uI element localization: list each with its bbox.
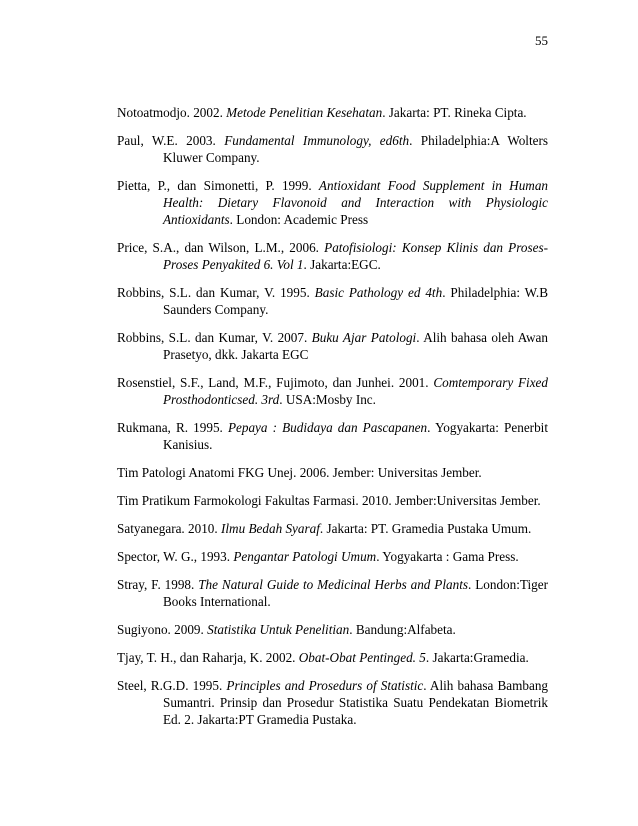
reference-entry [117, 548, 548, 565]
reference-text: Robbins, S.L. dan Kumar, V. 1995. [117, 285, 315, 300]
reference-text: Tjay, T. H., dan Raharja, K. 2002. [117, 650, 299, 665]
reference-entry [117, 104, 548, 121]
reference-text: . Jakarta:EGC. [303, 257, 381, 272]
reference-entry [117, 677, 548, 728]
reference-title: Fundamental Immunology, ed6th [224, 133, 410, 148]
reference-entry [117, 520, 548, 537]
reference-text: Steel, R.G.D. 1995. [117, 678, 227, 693]
reference-title: Buku Ajar Patologi [311, 330, 417, 345]
reference-title: Pengantar Patologi Umum [233, 549, 377, 564]
reference-entry [117, 132, 548, 166]
reference-entry [117, 374, 548, 408]
reference-entry [117, 329, 548, 363]
reference-text: Price, S.A., dan Wilson, L.M., 2006. [117, 240, 325, 255]
reference-title: Obat-Obat Pentinged. 5 [298, 650, 426, 665]
reference-text: . Alih bahasa Bambang Sumantri. Prinsip dan Prosedur Statistika Suatu Pendekatan Biometrik Ed. 2. Jakarta:PT Gramedia Pustaka. [163, 678, 549, 727]
reference-title: Ilmu Bedah Syaraf [221, 521, 320, 536]
reference-entry [117, 621, 548, 638]
reference-text: Sugiyono. 2009. [117, 622, 208, 637]
reference-text: Rosenstiel, S.F., Land, M.F., Fujimoto, dan Junhei. 2001. [117, 375, 434, 390]
reference-text: . USA:Mosby Inc. [279, 392, 376, 407]
reference-entry [117, 576, 548, 610]
reference-text: . Alih bahasa oleh Awan Prasetyo, dkk. Jakarta EGC [163, 330, 548, 362]
reference-text: . Bandung:Alfabeta. [349, 622, 456, 637]
reference-entry [117, 239, 548, 273]
reference-text: Stray, F. 1998. [117, 577, 199, 592]
reference-text: . London: Academic Press [229, 212, 369, 227]
reference-title: Metode Penelitian Kesehatan [226, 105, 383, 120]
reference-text: . London:Tiger Books International. [163, 577, 548, 609]
reference-text: . Jakarta:Gramedia. [425, 650, 529, 665]
reference-text: Satyanegara. 2010. [117, 521, 221, 536]
reference-text: . Jakarta: PT. Gramedia Pustaka Umum. [319, 521, 532, 536]
reference-entry [117, 419, 548, 453]
reference-entry [117, 649, 548, 666]
reference-text: Spector, W. G., 1993. [117, 549, 234, 564]
reference-entry [117, 492, 548, 509]
reference-text: Tim Patologi Anatomi FKG Unej. 2006. Jember: Universitas Jember. [117, 465, 482, 480]
references-list [117, 104, 548, 728]
reference-text: Pietta, P., dan Simonetti, P. 1999. [117, 178, 319, 193]
reference-text: Rukmana, R. 1995. [117, 420, 228, 435]
reference-text: Notoatmodjo. 2002. [117, 105, 227, 120]
reference-text: . Philadelphia: W.B Saunders Company. [163, 285, 548, 317]
reference-text: . Yogyakarta: Penerbit Kanisius. [163, 420, 548, 452]
reference-text: Paul, W.E. 2003. [117, 133, 225, 148]
reference-title: The Natural Guide to Medicinal Herbs and Plants [198, 577, 468, 592]
reference-text: Robbins, S.L. dan Kumar, V. 2007. [117, 330, 312, 345]
reference-text: . Philadelphia:A Wolters Kluwer Company. [163, 133, 549, 165]
reference-title: Statistika Untuk Penelitian [207, 622, 350, 637]
reference-title: Comtemporary Fixed Prosthodonticsed. 3rd [163, 375, 548, 407]
reference-text: . Jakarta: PT. Rineka Cipta. [382, 105, 527, 120]
reference-text: Tim Pratikum Farmokologi Fakultas Farmasi. 2010. Jember:Universitas Jember. [117, 493, 541, 508]
page-number: 55 [535, 33, 548, 48]
reference-entry [117, 177, 548, 228]
reference-title: Principles and Prosedurs of Statistic [226, 678, 424, 693]
reference-text: . Yogyakarta : Gama Press. [376, 549, 519, 564]
reference-entry [117, 464, 548, 481]
reference-title: Basic Pathology ed 4th [314, 285, 443, 300]
reference-title: Antioxidant Food Supplement in Human Health: Dietary Flavonoid and Interaction with Physiologic Antioxidants [163, 178, 549, 227]
reference-entry [117, 284, 548, 318]
reference-title: Patofisiologi: Konsep Klinis dan Proses-Proses Penyakited 6. Vol 1 [163, 240, 548, 272]
reference-title: Pepaya : Budidaya dan Pascapanen [227, 420, 428, 435]
